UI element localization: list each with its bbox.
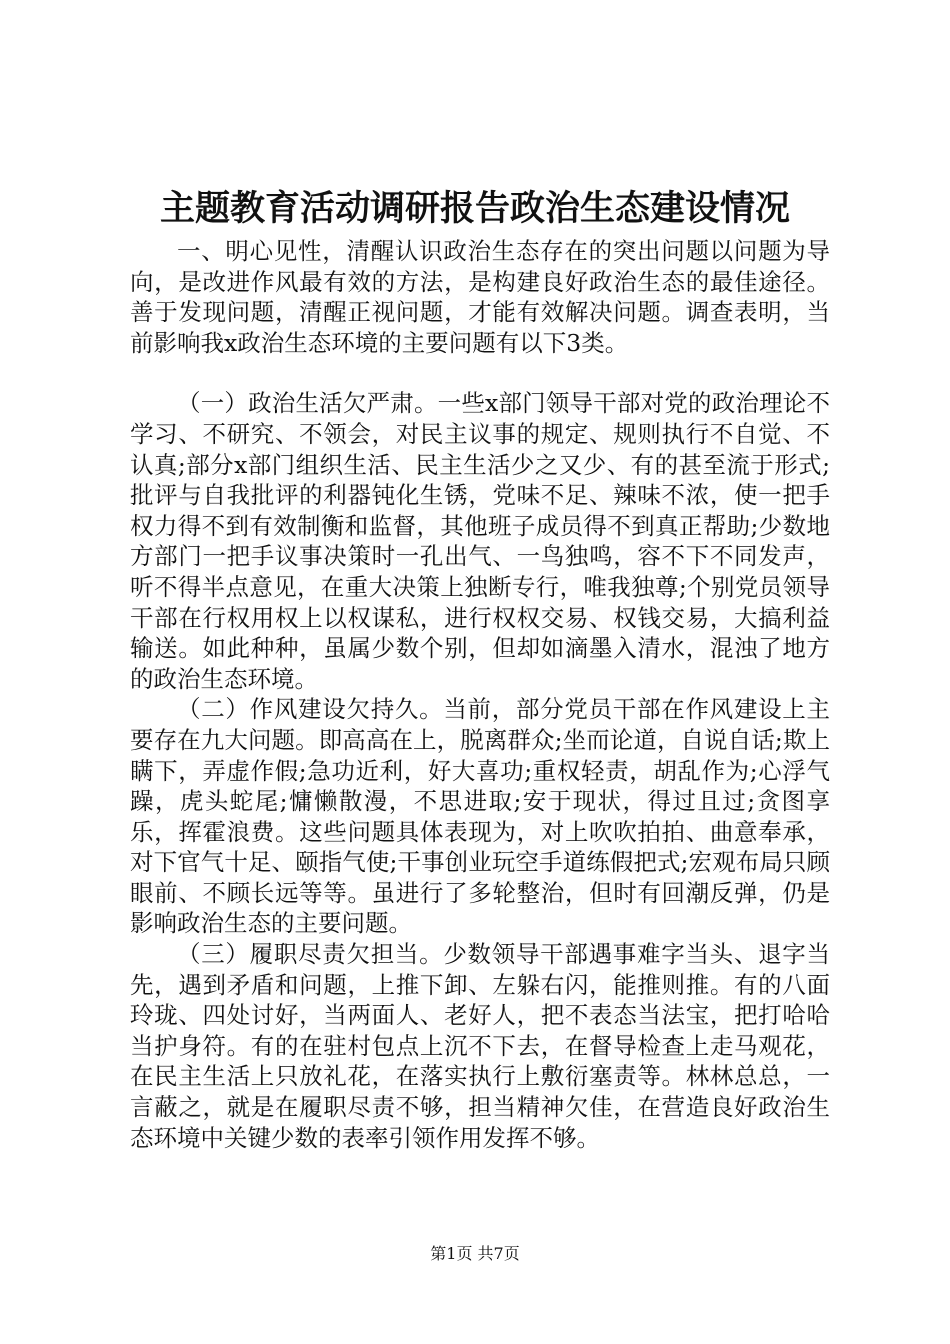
paragraph-section-1: （一）政治生活欠严肃。一些x部门领导干部对党的政治理论不学习、不研究、不领会，对民主议事的规定、规则执行不自觉、不认真;部分x部门组织生活、民主生活少之又少、有的甚至流于形式;批评与自我批评的利器钝化生锈，党味不足、辣味不浓，使一把手权力得不到有效制衡和监督，其他班子成员得不到真正帮助;少数地方部门一把手议事决策时一孔出气、一鸟独鸣，容不下不同发声，听不得半点意见，在重大决策上独断专行，唯我独尊;个别党员领导干部在行权用权上以权谋私，进行权权交易、权钱交易，大搞利益输送。如此种种，虽属少数个别，但却如滴墨入清水，混浊了地方的政治生态环境。: [130, 389, 830, 693]
document-title: 主题教育活动调研报告政治生态建设情况: [159, 188, 790, 229]
page-number-footer: 第1页 共7页: [430, 1244, 520, 1263]
paragraph-intro: 一、明心见性，清醒认识政治生态存在的突出问题以问题为导向，是改进作风最有效的方法，是构建良好政治生态的最佳途径。善于发现问题，清醒正视问题，才能有效解决问题。调查表明，当前影响我x政治生态环境的主要问题有以下3类。: [130, 237, 830, 357]
document-body: [130, 236, 830, 1153]
paragraph-section-3: （三）履职尽责欠担当。少数领导干部遇事难字当头、退字当先，遇到矛盾和问题，上推下卸、左躲右闪，能推则推。有的八面玲珑、四处讨好，当两面人、老好人，把不表态当法宝，把打哈哈当护身符。有的在驻村包点上沉不下去，在督导检查上走马观花，在民主生活上只放礼花，在落实执行上敷衍塞责等。林林总总，一言蔽之，就是在履职尽责不够，担当精神欠佳，在营造良好政治生态环境中关键少数的表率引领作用发挥不够。: [130, 940, 830, 1152]
paragraph-section-2: （二）作风建设欠持久。当前，部分党员干部在作风建设上主要存在九大问题。即高高在上，脱离群众;坐而论道，自说自话;欺上瞒下，弄虚作假;急功近利，好大喜功;重权轻责，胡乱作为;心浮气躁，虎头蛇尾;慵懒散漫，不思进取;安于现状，得过且过;贪图享乐，挥霍浪费。这些问题具体表现为，对上吹吹拍拍、曲意奉承，对下官气十足、颐指气使;干事创业玩空手道练假把式;宏观布局只顾眼前、不顾长远等等。虽进行了多轮整治，但时有回潮反弹，仍是影响政治生态的主要问题。: [130, 695, 830, 938]
